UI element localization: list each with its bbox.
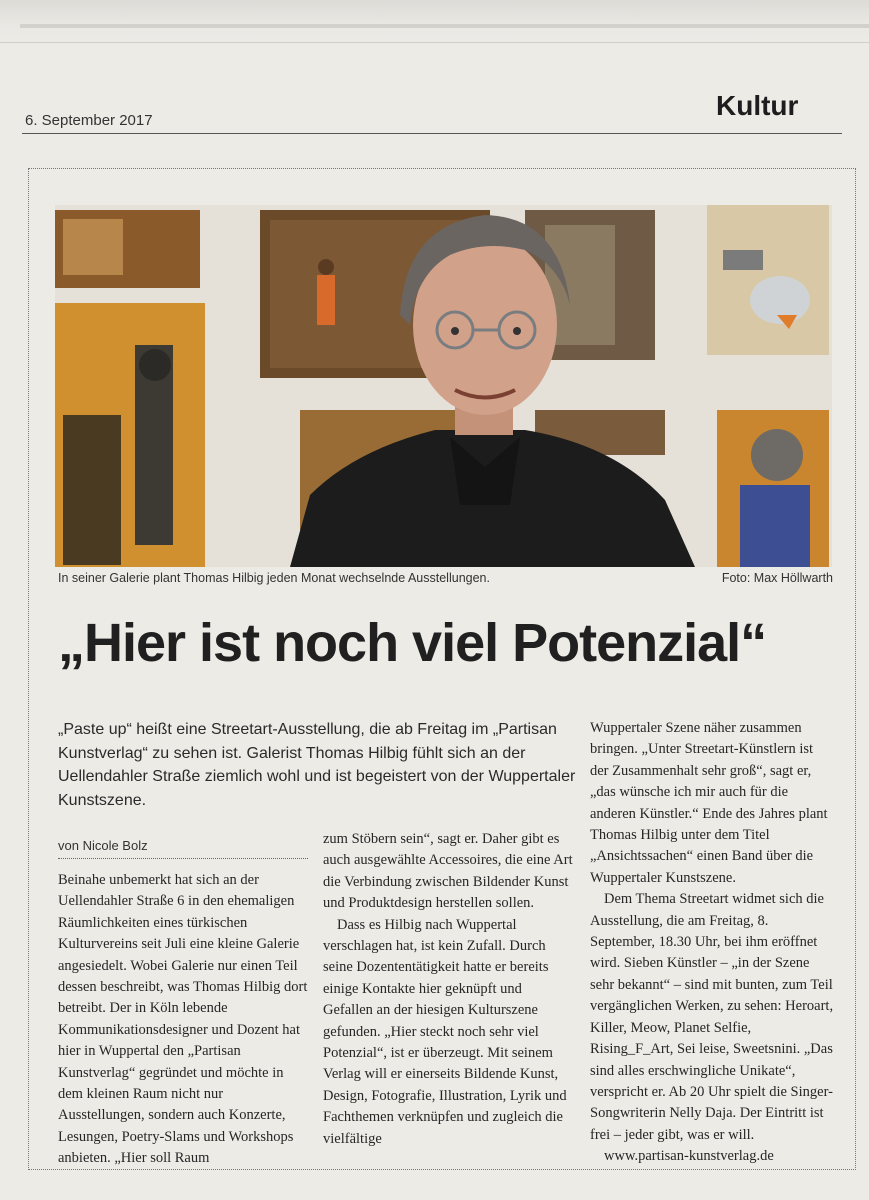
article-lead: „Paste up“ heißt eine Streetart-Ausstellung, die ab Freitag im „Partisan Kunstverlag“ zu sehen ist. Galerist Thomas Hilbig fühlt sich an der Uellendahler Straße ziemlich wohl und ist begeistert von der Wuppertaler Kunstszene. [58,721,576,809]
paper-fold [0,0,869,43]
header-divider [22,133,842,134]
author-byline: von Nicole Bolz [58,838,308,859]
section-title: Kultur [716,90,799,121]
text-column-2 [323,829,573,1150]
article-headline: „Hier ist noch viel Potenzial“ [58,613,767,673]
text-column-1 [58,870,308,1170]
issue-date: 6. September 2017 [25,112,153,129]
photo-caption: In seiner Galerie plant Thomas Hilbig jeden Monat wechselnde Ausstellungen. [58,571,490,585]
gallery-portrait-illustration [55,205,832,567]
article-photo [55,205,832,567]
text-column-3 [590,718,835,1168]
paragraph: zum Stöbern sein“, sagt er. Daher gibt es auch ausgewählte Accessoires, die eine Art die Verbindung zwischen Bildender Kunst und Produktdesign herstellen sollen. [323,831,573,912]
paragraph: Dem Thema Streetart widmet sich die Ausstellung, die am Freitag, 8. September, 18.30 Uhr, bei ihm eröffnet wird. Sieben Künstler – „in der Szene sehr bekannt“ – sind mit bunten, zum Teil vergänglichen Werken, zu sehen: Heroart, Killer, Meow, Planet Selfie, Rising_F_Art, Sei leise, Sweetsnini. „Das sind alles erschwingliche Unikate“, verspricht er. Ab 20 Uhr spielt die Singer-Songwriterin Nelly Daja. Der Eintritt ist frei – jeder gibt, was er will. [590,891,834,1143]
paragraph: Beinahe unbemerkt hat sich an der Uellendahler Straße 6 in den ehemaligen Räumlichkeiten eines türkischen Kulturvereins seit Juli eine kleine Galerie angesiedelt. Wobei Galerie nur einen Teil dessen beschreibt, was Thomas Hilbig dort betreibt. Der in Köln lebende Kommunikationsdesigner und Dozent hat hier in Wuppertal den „Partisan Kunstverlag“ gegründet und möchte in dem kleinen Raum nicht nur Ausstellungen, sondern auch Konzerte, Lesungen, Poetry-Slams und Workshops anbieten. „Hier soll Raum [58,872,308,1167]
paragraph: Dass es Hilbig nach Wuppertal verschlagen hat, ist kein Zufall. Durch seine Dozententätigkeit hatte er bereits einige Kontakte hier geknüpft und Gefallen an der hiesigen Kulturszene gefunden. „Hier steckt noch sehr viel Potenzial“, ist er überzeugt. Mit seinem Verlag will er einerseits Bildende Kunst, Design, Fotografie, Illustration, Lyrik und Fachthemen verknüpfen und zugleich die vielfältige [323,916,567,1147]
photo-credit: Foto: Max Höllwarth [721,571,833,585]
paragraph: Wuppertaler Szene näher zusammen bringen. „Unter Streetart-Künstlern ist der Zusammenhalt sehr groß“, sagt er, „das wünsche ich mir auch für die anderen Künstler.“ Ende des Jahres plant Thomas Hilbig unter dem Titel „Ansichtssachen“ einen Band über die Wuppertaler Kunstszene. [590,720,828,886]
website-link[interactable]: www.partisan-kunstverlag.de [604,1148,774,1165]
